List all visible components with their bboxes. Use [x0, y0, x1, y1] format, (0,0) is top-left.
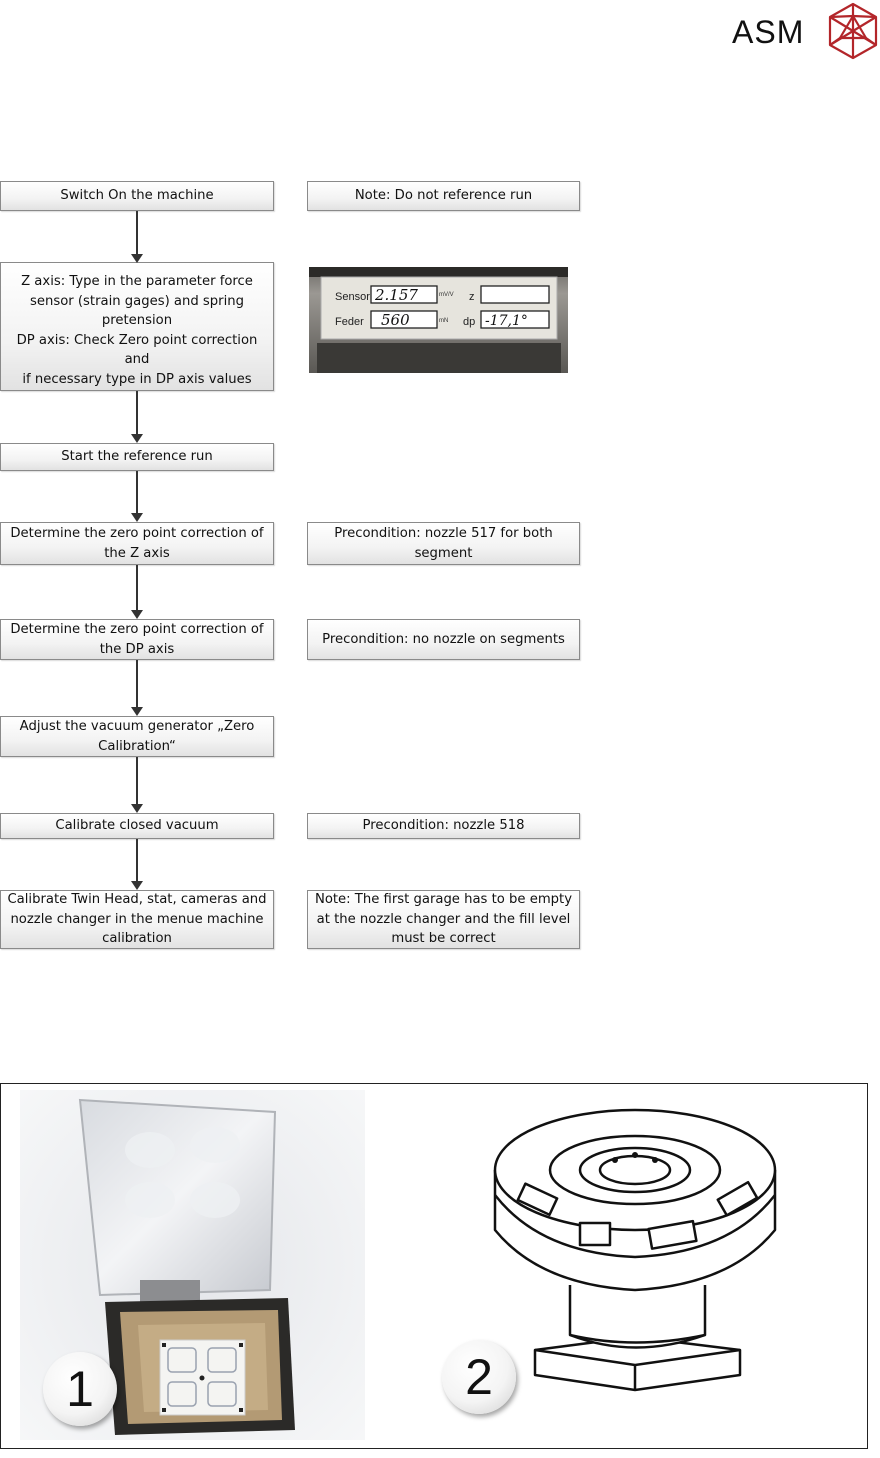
- logo-text: ASM: [732, 14, 805, 50]
- flow-step-z-axis-correction: Determine the zero point correction of the Z axis: [0, 522, 274, 565]
- note-nozzle-517: Precondition: nozzle 517 for both segment: [307, 522, 580, 565]
- sensor-unit: mV/V: [439, 292, 454, 298]
- flow-arrowhead: [131, 707, 143, 716]
- flow-step-closed-vacuum: Calibrate closed vacuum: [0, 813, 274, 839]
- flow-step-reference-run: Start the reference run: [0, 443, 274, 471]
- flow-arrow: [136, 839, 138, 885]
- flow-arrow: [136, 565, 138, 614]
- flow-arrow: [136, 660, 138, 711]
- flow-arrowhead: [131, 513, 143, 522]
- z-label: z: [469, 291, 475, 303]
- asm-logo: [730, 0, 880, 64]
- flow-arrowhead: [131, 434, 143, 443]
- feder-label: Feder: [335, 316, 364, 328]
- note-no-nozzle: Precondition: no nozzle on segments: [307, 619, 580, 660]
- flow-step-twin-head-calibration: Calibrate Twin Head, stat, cameras and nozzle changer in the menue machine calibration: [0, 890, 274, 949]
- sensor-label: Sensor: [335, 291, 370, 303]
- flow-arrowhead: [131, 804, 143, 813]
- figure-label-2: 2: [442, 1340, 516, 1414]
- figure-label-1: 1: [43, 1352, 117, 1426]
- feder-value: 560: [381, 311, 410, 329]
- flow-arrowhead: [131, 881, 143, 890]
- dp-label: dp: [463, 316, 476, 328]
- flow-arrowhead: [131, 254, 143, 263]
- note-no-reference-run: Note: Do not reference run: [307, 181, 580, 211]
- flow-step-dp-axis-correction: Determine the zero point correction of the DP axis: [0, 619, 274, 660]
- dp-value: -17,1°: [485, 313, 528, 329]
- feder-unit: mN: [439, 318, 449, 324]
- flow-arrow: [136, 211, 138, 257]
- flow-step-vacuum-generator: Adjust the vacuum generator „Zero Calibration“: [0, 716, 274, 757]
- asm-polyhedron-icon: [826, 2, 880, 60]
- flow-arrow: [136, 391, 138, 438]
- flow-step-parameters: Z axis: Type in the parameter force sensor (strain gages) and spring pretension DP axis: Check Zero point correction and if necessary type in DP axis values: [0, 262, 274, 391]
- note-garage-empty: Note: The first garage has to be empty at the nozzle changer and the fill level must be correct: [307, 890, 580, 949]
- flow-step-switch-on: Switch On the machine: [0, 181, 274, 211]
- sensor-value: 2.157: [375, 286, 418, 304]
- flow-arrowhead: [131, 610, 143, 619]
- note-nozzle-518: Precondition: nozzle 518: [307, 813, 580, 839]
- flow-arrow: [136, 471, 138, 517]
- sensor-label-photo: [309, 267, 568, 373]
- flow-arrow: [136, 757, 138, 808]
